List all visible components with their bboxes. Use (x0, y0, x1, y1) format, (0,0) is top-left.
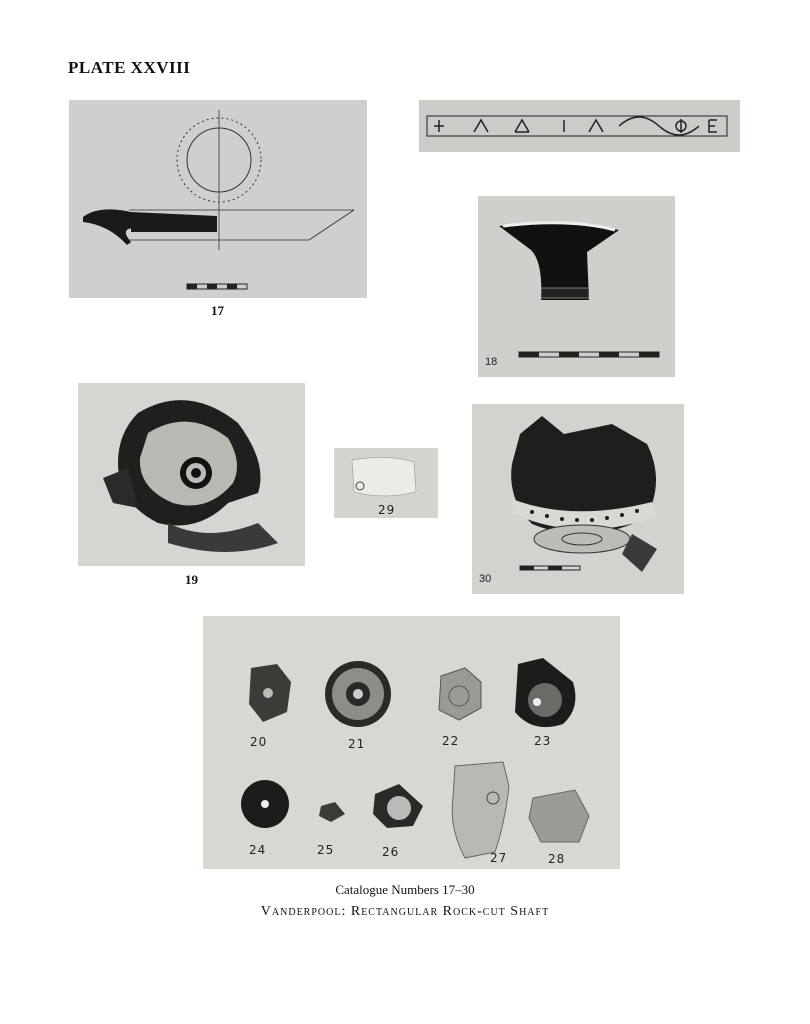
figure-30-photo (472, 404, 684, 594)
figure-28-label: 28 (548, 852, 566, 866)
figure-29-label: 29 (378, 503, 396, 517)
figure-22-label: 22 (442, 734, 460, 748)
figure-26-label: 26 (382, 845, 400, 859)
plate-title: PLATE XXVIII (68, 58, 191, 77)
figure-23-label: 23 (534, 734, 552, 748)
figure-25-label: 25 (317, 843, 335, 857)
figure-18-label: 18 (485, 356, 498, 368)
figure-17-label: 17 (211, 303, 224, 318)
figure-24-label: 24 (249, 843, 267, 857)
figure-19-label: 19 (185, 572, 198, 587)
figure-21-label: 21 (348, 737, 366, 751)
caption-title: Vanderpool: Rectangular Rock-cut Shaft (260, 904, 550, 919)
caption-catalogue-numbers: Catalogue Numbers 17–30 (335, 882, 475, 897)
figure-18-photo (419, 152, 740, 377)
figure-17-photo (69, 100, 367, 298)
figure-30-label: 30 (479, 573, 492, 585)
figure-18-strip (419, 100, 740, 152)
figure-20-label: 20 (250, 735, 268, 749)
figure-19-photo (78, 383, 305, 566)
figure-27-label: 27 (490, 851, 508, 865)
